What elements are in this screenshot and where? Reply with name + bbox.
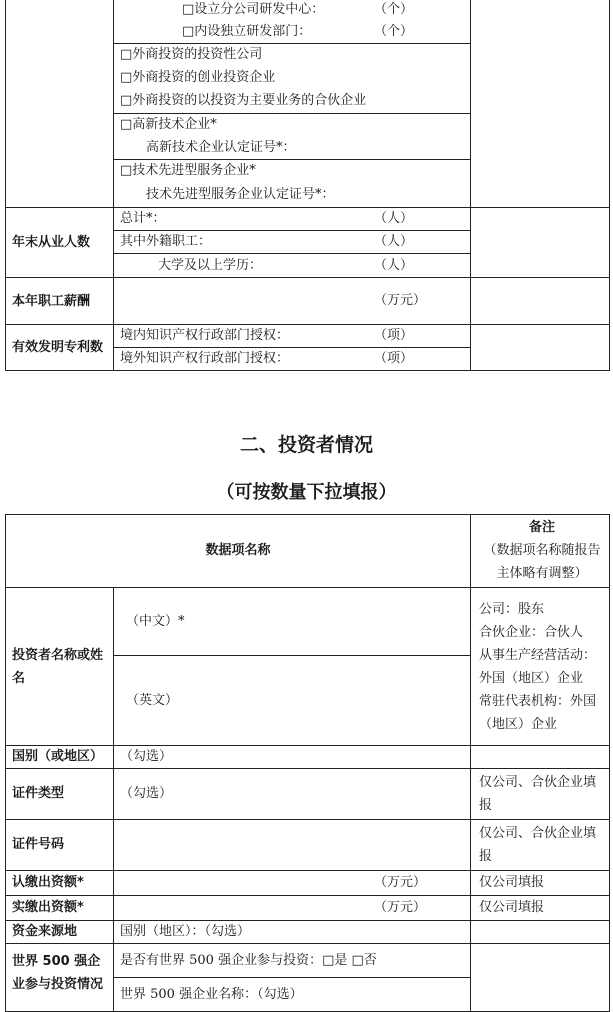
fi-invest-option[interactable]: □外商投资的投资性公司 xyxy=(114,44,471,67)
table-row xyxy=(6,746,610,769)
table-row xyxy=(6,588,610,656)
patent-domestic-label[interactable]: 境内知识产权行政部门授权： xyxy=(120,328,290,343)
rd-center-label[interactable]: □设立分公司研发中心： xyxy=(182,2,325,17)
cert-no-label: 证件号码 xyxy=(6,820,114,871)
employees-foreign-unit: （人） xyxy=(374,234,414,249)
table-row xyxy=(6,325,610,348)
patent-foreign-unit: （项） xyxy=(374,351,414,366)
employees-college-label[interactable]: 大学及以上学历： xyxy=(158,257,263,273)
table-row xyxy=(6,871,610,896)
table-row xyxy=(6,896,610,921)
table-row xyxy=(6,820,610,871)
header-item-name: 数据项名称 xyxy=(6,515,471,588)
section-subtitle: （可按数量下拉填报） xyxy=(216,482,397,503)
investor-name-en-field[interactable]: （英文） xyxy=(114,656,471,746)
f500-question[interactable]: 是否有世界 500 强企业参与投资：□是 □否 xyxy=(114,944,471,978)
cert-type-select[interactable]: （勾选） xyxy=(114,769,471,820)
cert-no-note: 仅公司、合伙企业填报 xyxy=(471,820,610,871)
rd-dept-label[interactable]: □内设独立研发部门： xyxy=(182,24,312,39)
header-note-sub: （数据项名称随报告主体略有调整） xyxy=(483,543,601,581)
rd-dept-unit: （个） xyxy=(374,24,414,39)
rd-center-unit: （个） xyxy=(374,2,414,17)
table-row xyxy=(6,515,610,588)
hightech-option[interactable]: □高新技术企业* xyxy=(114,114,471,137)
fi-partnership-option[interactable]: □外商投资的以投资为主要业务的合伙企业 xyxy=(114,90,471,114)
table-row xyxy=(6,769,610,820)
f500-name-select[interactable]: 世界 500 强企业名称：（勾选） xyxy=(114,978,471,1012)
table-row xyxy=(6,921,610,944)
employees-total-unit: （人） xyxy=(374,211,414,226)
country-label: 国别（或地区） xyxy=(6,746,114,769)
patent-foreign-label[interactable]: 境外知识产权行政部门授权： xyxy=(120,351,290,366)
fi-venture-option[interactable]: □外商投资的创业投资企业 xyxy=(114,67,471,90)
cert-no-input[interactable] xyxy=(114,820,471,871)
table-row xyxy=(6,278,610,325)
source-label: 资金来源地 xyxy=(6,921,114,944)
patent-label: 有效发明专利数 xyxy=(6,325,114,371)
investor-table xyxy=(5,514,610,1012)
enterprise-info-table xyxy=(5,0,610,371)
table-row xyxy=(6,944,610,978)
employees-label: 年末从业人数 xyxy=(6,208,114,278)
employees-total-label[interactable]: 总计*： xyxy=(120,211,166,226)
cert-type-label: 证件类型 xyxy=(6,769,114,820)
employees-college-unit: （人） xyxy=(374,257,414,273)
section-title: 二、投资者情况 xyxy=(239,434,373,456)
subscribed-label: 认缴出资额* xyxy=(6,871,114,896)
paid-unit: （万元） xyxy=(374,900,427,915)
hightech-cert-field[interactable]: 高新技术企业认定证号*： xyxy=(146,139,296,155)
investor-name-note: 公司：股东 合伙企业：合伙人 从事生产经营活动：外国（地区）企业 常驻代表机构：外国（地区）企业 xyxy=(471,588,610,746)
cert-type-note: 仅公司、合伙企业填报 xyxy=(471,769,610,820)
employees-foreign-label[interactable]: 其中外籍职工： xyxy=(120,234,212,249)
header-note-title: 备注 xyxy=(529,520,556,535)
patent-domestic-unit: （项） xyxy=(374,328,414,343)
subscribed-note: 仅公司填报 xyxy=(471,871,610,896)
table-row xyxy=(6,0,610,21)
country-select[interactable]: （勾选） xyxy=(114,746,471,769)
salary-label: 本年职工薪酬 xyxy=(6,278,114,325)
f500-label: 世界 500 强企业参与投资情况 xyxy=(6,944,114,1012)
tech-service-cert-field[interactable]: 技术先进型服务企业认定证号*： xyxy=(146,186,335,202)
tech-service-option[interactable]: □技术先进型服务企业* xyxy=(114,160,471,183)
paid-note: 仅公司填报 xyxy=(471,896,610,921)
paid-label: 实缴出资额* xyxy=(6,896,114,921)
salary-unit: （万元） xyxy=(374,293,427,308)
investor-name-cn-field[interactable]: （中文）* xyxy=(114,588,471,656)
source-select[interactable]: 国别（地区）：（勾选） xyxy=(114,921,471,944)
investor-name-label: 投资者名称或姓名 xyxy=(6,588,114,746)
subscribed-unit: （万元） xyxy=(374,875,427,890)
table-row xyxy=(6,208,610,231)
